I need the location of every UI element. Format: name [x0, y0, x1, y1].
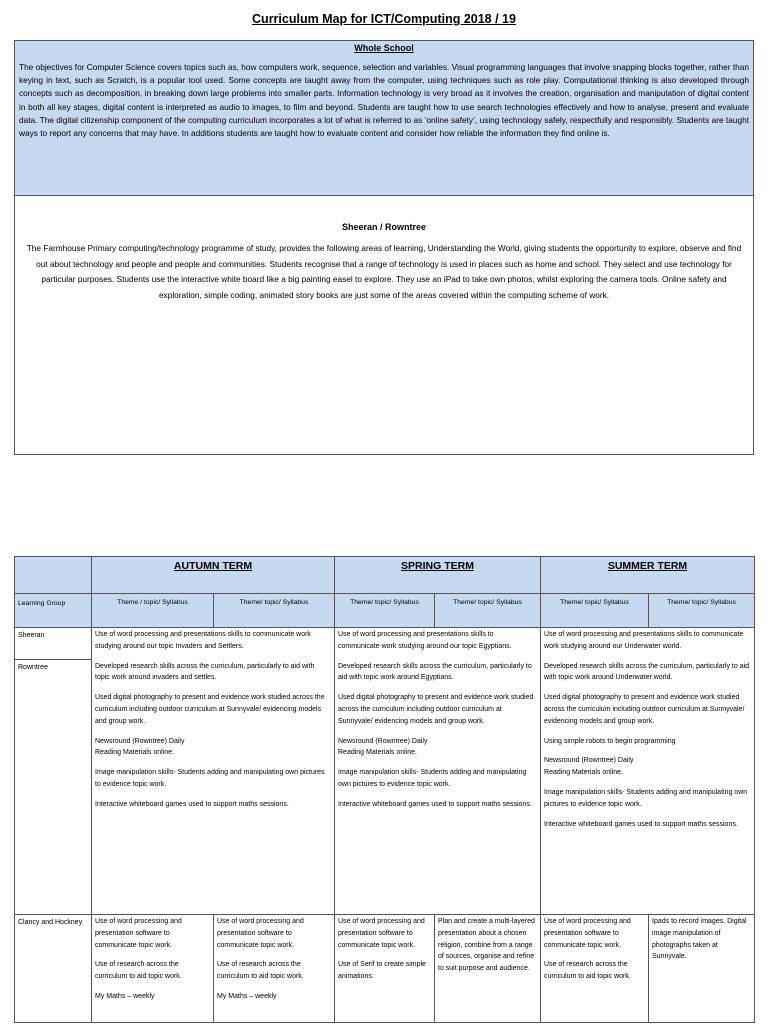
summer-content-2: [649, 915, 755, 1023]
list-item: Use of word processing and presentation software to communicate topic work.: [95, 918, 182, 949]
list-item: Used digital photography to present and evidence work studied across the curriculum including outdoor curriculum at Sunnyvale/ evidencing models and group work.: [95, 694, 325, 725]
list-item: Newsround (Rowntree) Daily Reading Materials online.: [544, 757, 634, 777]
header-empty-cell: [15, 557, 92, 594]
group-cell-clancy-hockney: Clancy and Hockney: [15, 915, 92, 1023]
list-item: Image manipulation skills- Students adding and manipulating own pictures to evidence topic work.: [338, 769, 527, 788]
whole-school-text: The objectives for Computer Science covers topics such as, how computers work, sequence, selection and variables. Visual programming languages that involve snapping blocks together, rather than keying in text, such as Scratch, is a popular tool used. Some concepts are taught away from the computer, using techniques such as role play. Computational thinking is also developed through concepts such as decomposition, in breaking down large problems into smaller parts. Information technology is very broad as it involves the creation, organisation and manipulation of digital content in both all key stages, digital content is interpreted as audio to images, to film and beyond. Students are taught how to use search technologies effectively and how to analyse, present and evaluate data. The digital citizenship component of the computing curriculum incorporates a lot of what is referred to as ‘online safety’, using technology safely, respectfully and responsibly. Students are taught ways to report any concerns that may have. In additions students are taught how to evaluate content and consider how reliable the information they find online is.: [19, 62, 749, 139]
list-item: Interactive whiteboard games used to support maths sessions.: [338, 800, 532, 808]
list-item: Use of word processing and presentations skills to communicate work studying around our Underwater world.: [544, 631, 744, 650]
list-item: Interactive whiteboard games used to support maths sessions.: [544, 820, 738, 828]
summer-content: [541, 628, 755, 915]
spring-content: [335, 628, 541, 915]
page-title: Curriculum Map for ICT/Computing 2018 / 19: [252, 12, 516, 26]
autumn-term-header: AUTUMN TERM: [92, 557, 335, 594]
autumn-content-1: [92, 915, 214, 1023]
group-name: Rowntree: [15, 659, 92, 674]
list-item: Developed research skills across the curriculum, particularly to aid with topic work around Egyptians.: [338, 662, 532, 682]
list-item: Image manipulation skills- Students adding and manipulating own pictures to evidence topic work.: [95, 769, 325, 788]
summer-theme-header-2: Theme/ topic/ Syllabus: [649, 594, 755, 628]
list-item: Developed research skills across the curriculum, particularly to aid with topic work around invaders and settles.: [95, 662, 315, 682]
autumn-theme-header-1: Theme / topic/ Syllabus: [92, 594, 214, 628]
list-item: Plan and create a multi-layered presentation about a chosen religion, combine from a range of sources, organise and refine to suit purpose and audience.: [438, 918, 535, 973]
autumn-content: [92, 628, 335, 915]
sheeran-rowntree-heading: Sheeran / Rowntree: [341, 222, 427, 232]
summer-theme-header-1: Theme/ topic/ Syllabus: [541, 594, 649, 628]
spring-term-header: SPRING TERM: [335, 557, 541, 594]
sheeran-rowntree-text: The Farmhouse Primary computing/technology programme of study, provides the following areas of learning, Understanding the World, giving students the opportunity to explore, observe and find out about technology and people and people and communities. Students recognise that a range of technology is used in places such as home and school. They select and use technology for particular purposes. Students use the interactive white board like a big painting easel to explore. They use an iPad to take own photos, whilst exploring the camera tools. Online safety and exploration, simple coding, animated story books are just some of the areas covered within the computing scheme of work.: [26, 243, 742, 300]
sheeran-rowntree-section: [14, 196, 754, 455]
list-item: Interactive whiteboard games used to support maths sessions.: [95, 800, 289, 808]
whole-school-section: [14, 40, 754, 196]
list-item: Newsround (Rowntree) Daily Reading Materials online.: [338, 737, 428, 757]
list-item: Use of word processing and presentation software to communicate topic work.: [544, 918, 631, 949]
group-cell-sheeran-rowntree: [15, 628, 92, 915]
autumn-content-2: [214, 915, 335, 1023]
list-item: My Maths – weekly: [217, 992, 277, 1000]
list-item: Use of word processing and presentations skills to communicate work studying around our topic Invaders and Settlers.: [95, 631, 311, 650]
list-item: Use of Serif to create simple animations.: [338, 961, 426, 981]
table-row: [15, 628, 755, 915]
list-item: Used digital photography to present and evidence work studied across the curriculum including outdoor curriculum at Sunnyvale/ evidencing models and group work.: [544, 694, 745, 725]
spring-theme-header-2: Theme/ topic/ Syllabus: [435, 594, 541, 628]
whole-school-heading: Whole School: [354, 43, 414, 53]
list-item: Use of word processing and presentation software to communicate topic work.: [217, 918, 304, 949]
list-item: Image manipulation skills- Students adding and manipulating own pictures to evidence topic work.: [544, 788, 748, 808]
list-item: Ipads to record images. Digital image manipulation of photographs taken at Sunnyvale.: [652, 918, 747, 961]
list-item: My Maths – weekly: [95, 992, 155, 1000]
group-name: Sheeran: [18, 632, 45, 639]
spring-theme-header-1: Theme/ topic/ Syllabus: [335, 594, 435, 628]
list-item: Developed research skills across the curriculum, particularly to aid with topic work around Underwater world.: [544, 662, 750, 682]
list-item: Using simple robots to begin programming: [544, 737, 676, 745]
summer-content-1: [541, 915, 649, 1023]
learning-group-header: Learning Group: [15, 594, 92, 628]
list-item: Used digital photography to present and evidence work studied across the curriculum including outdoor curriculum at Sunnyvale/ evidencing models and group work.: [338, 694, 534, 725]
list-item: Newsround (Rowntree) Daily Reading Materials online.: [95, 737, 185, 757]
list-item: Use of research across the curriculum to aid topic work.: [544, 961, 631, 981]
curriculum-table: [14, 556, 755, 1023]
list-item: Use of word processing and presentation software to communicate topic work.: [338, 918, 425, 949]
autumn-theme-header-2: Theme/ topic/ Syllabus: [214, 594, 335, 628]
spring-content-2: [435, 915, 541, 1023]
list-item: Use of word processing and presentations skills to communicate work studying around our topic Egyptians.: [338, 631, 512, 650]
table-row: [15, 915, 755, 1023]
list-item: Use of research across the curriculum to aid topic work.: [217, 961, 304, 981]
spring-content-1: [335, 915, 435, 1023]
summer-term-header: SUMMER TERM: [541, 557, 755, 594]
list-item: Use of research across the curriculum to aid topic work.: [95, 961, 182, 981]
